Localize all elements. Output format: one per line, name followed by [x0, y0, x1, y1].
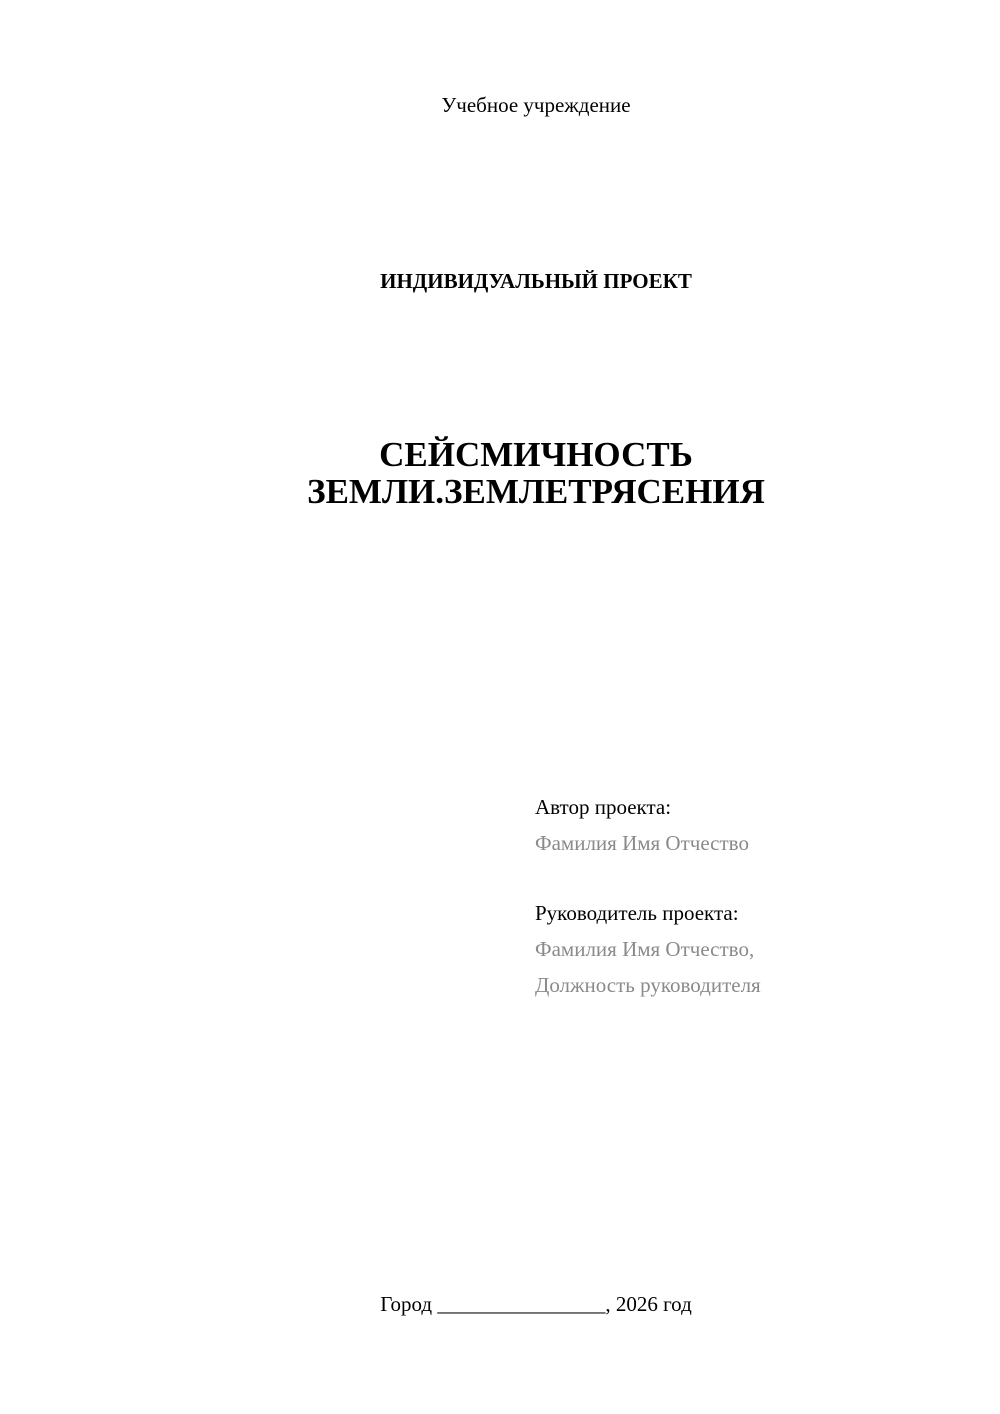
project-type-heading: ИНДИВИДУАЛЬНЫЙ ПРОЕКТ — [380, 269, 692, 293]
project-title-line-1: СЕЙСМИЧНОСТЬ — [379, 435, 693, 474]
city-year-line: Город ________________, 2026 год — [380, 1292, 692, 1316]
author-name: Фамилия Имя Отчество — [535, 831, 749, 855]
author-label: Автор проекта: — [535, 795, 672, 819]
institution-name: Учебное учреждение — [441, 93, 631, 117]
credits-block — [535, 789, 975, 1003]
project-title — [0, 436, 1000, 510]
supervisor-name: Фамилия Имя Отчество, — [535, 937, 755, 961]
supervisor-position: Должность руководителя — [535, 973, 761, 997]
project-title-line-2: ЗЕМЛИ.ЗЕМЛЕТРЯСЕНИЯ — [307, 472, 765, 511]
credits-spacer — [535, 861, 975, 895]
supervisor-label: Руководитель проекта: — [535, 901, 739, 925]
